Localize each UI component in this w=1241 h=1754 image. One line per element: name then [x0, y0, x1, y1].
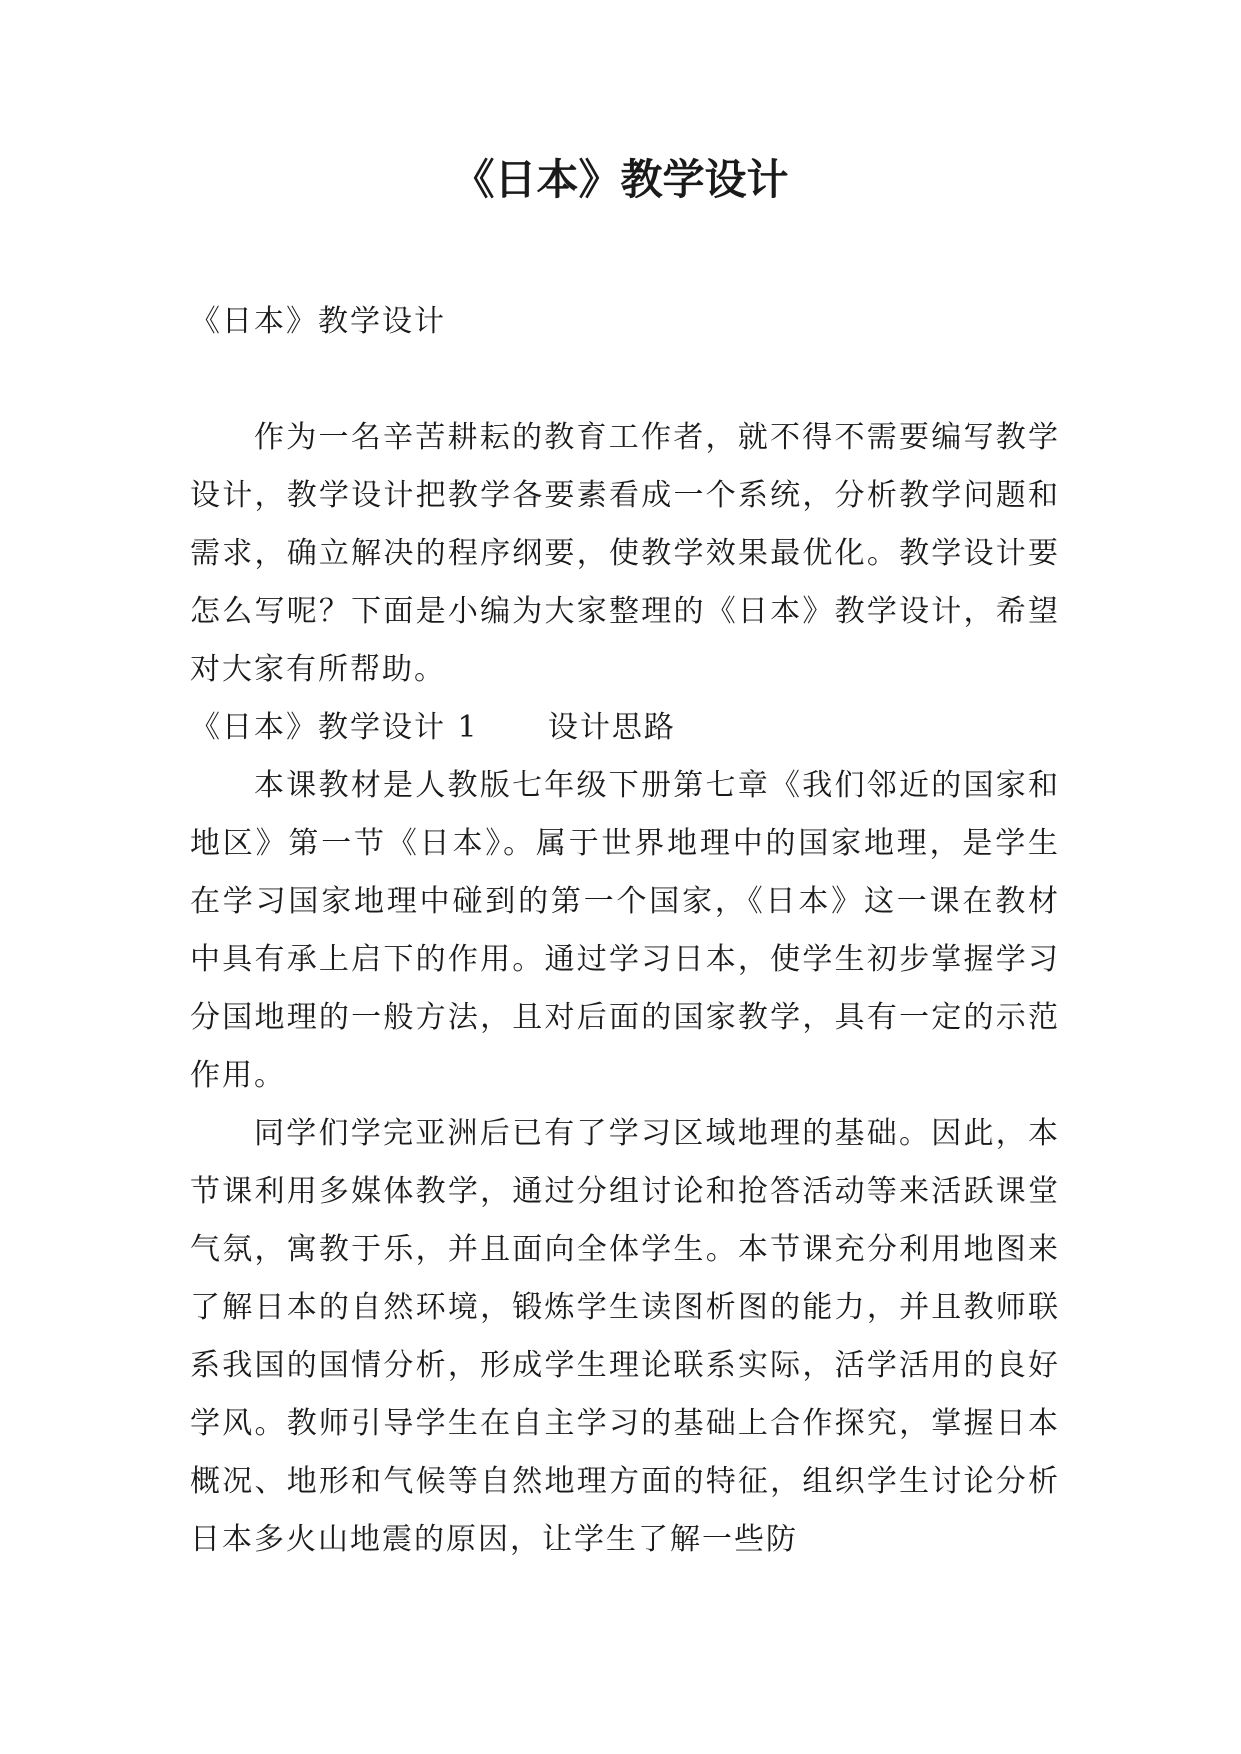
body-paragraph-1: 本课教材是人教版七年级下册第七章《我们邻近的国家和地区》第一节《日本》。属于世界地理中的国家地理，是学生在学习国家地理中碰到的第一个国家，《日本》这一课在教材中具有承上启下的作用。通过学习日本，使学生初步掌握学习分国地理的一般方法，且对后面的国家教学，具有一定的示范作用。 [190, 768, 1060, 1093]
document-subtitle: 《日本》教学设计 [190, 304, 446, 339]
section-heading: 《日本》教学设计 1 [190, 710, 479, 745]
section-heading-line [190, 699, 1060, 757]
body-paragraph-2: 同学们学完亚洲后已有了学习区域地理的基础。因此，本节课利用多媒体教学，通过分组讨论和抢答活动等来活跃课堂气氛，寓教于乐，并且面向全体学生。本节课充分利用地图来了解日本的自然环境，锻炼学生读图析图的能力，并且教师联系我国的国情分析，形成学生理论联系实际，活学活用的良好学风。教师引导学生在自主学习的基础上合作探究，掌握日本概况、地形和气候等自然地理方面的特征，组织学生讨论分析日本多火山地震的原因，让学生了解一些防 [190, 1116, 1060, 1557]
document-body [190, 293, 1060, 1569]
intro-paragraph: 作为一名辛苦耕耘的教育工作者，就不得不需要编写教学设计，教学设计把教学各要素看成一个系统，分析教学问题和需求，确立解决的程序纲要，使教学效果最优化。教学设计要怎么写呢？下面是小编为大家整理的《日本》教学设计，希望对大家有所帮助。 [190, 420, 1060, 687]
document-title: 《日本》教学设计 [452, 155, 789, 204]
section-subheading: 设计思路 [547, 710, 676, 745]
